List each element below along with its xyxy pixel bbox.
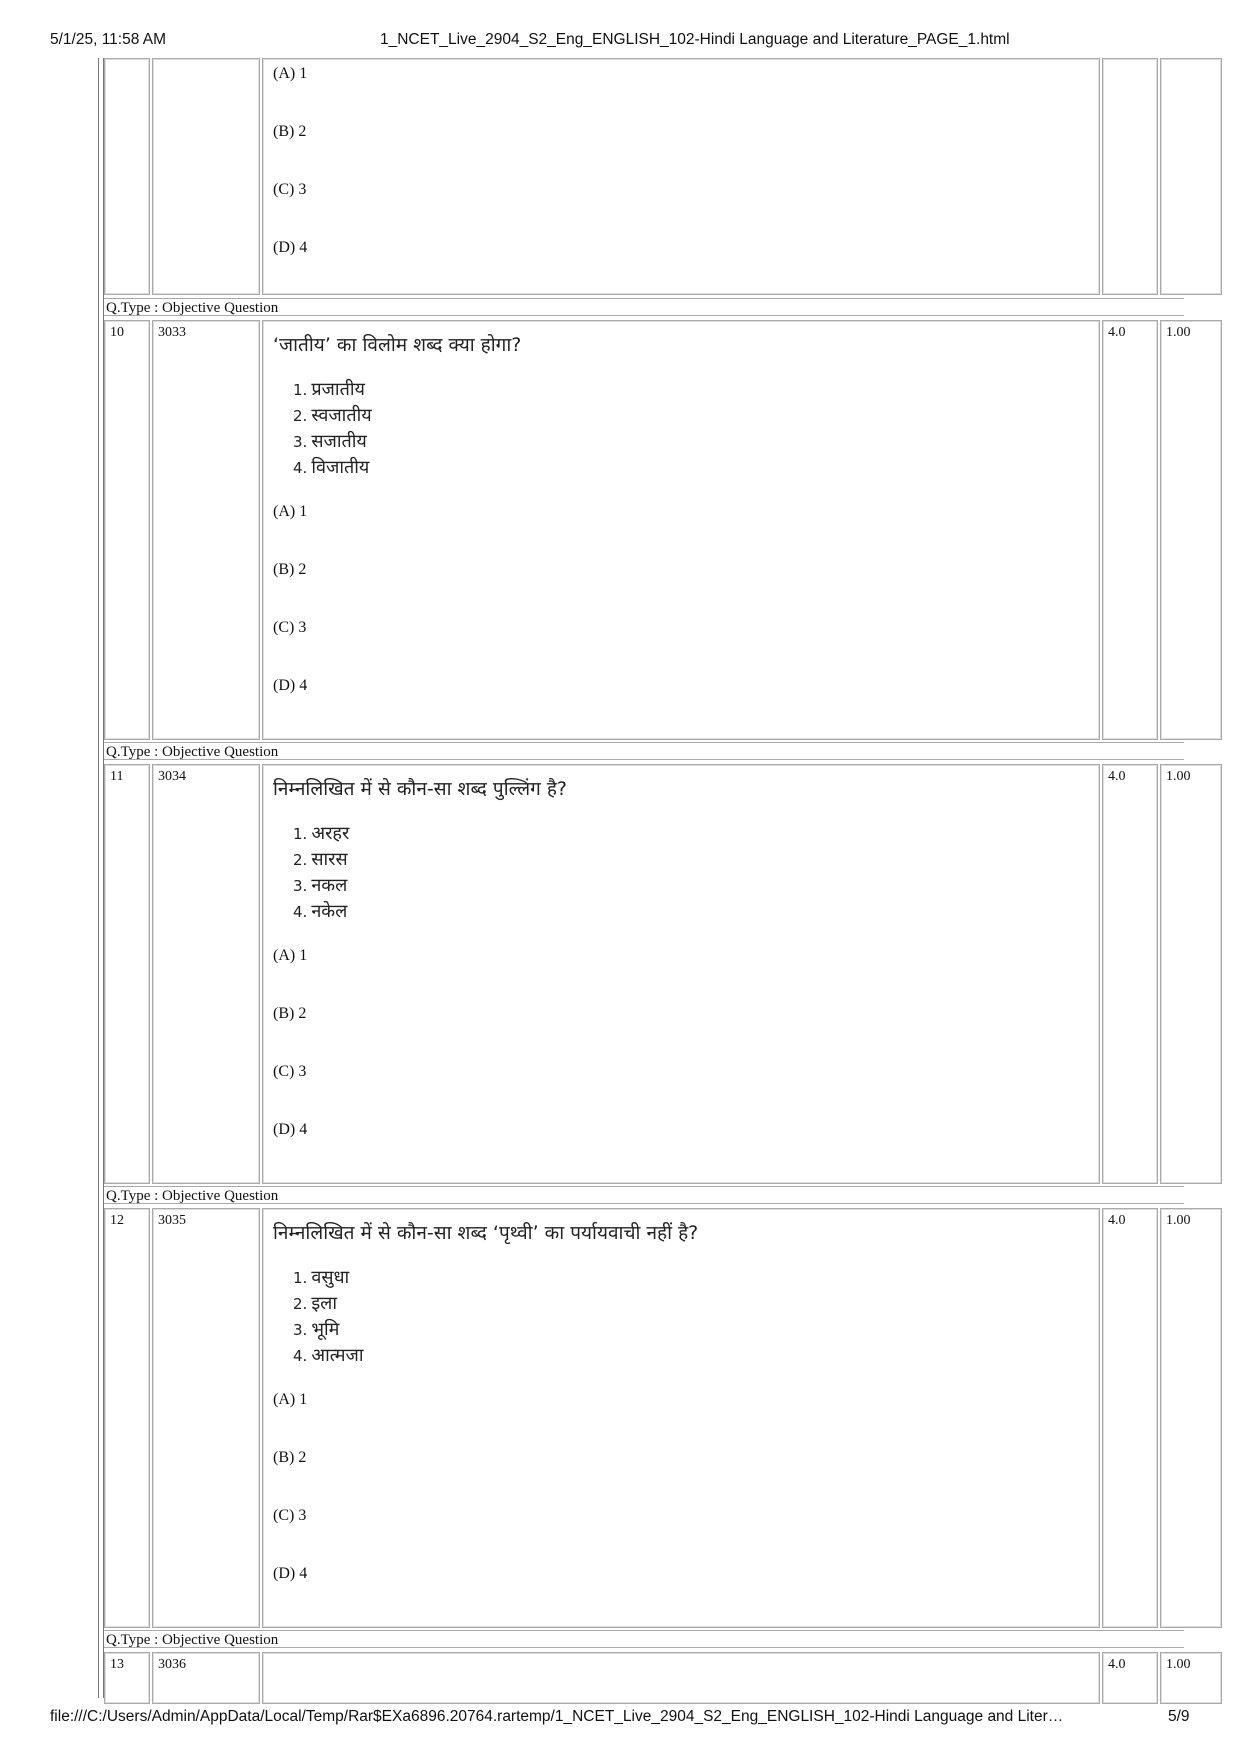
option-b: (B) 2 <box>273 1005 307 1022</box>
question-block <box>104 764 1191 1184</box>
question-text: निम्नलिखित में से कौन-सा शब्द पुल्लिंग है? <box>273 778 568 800</box>
option-d: (D) 4 <box>273 1121 308 1138</box>
marks-value: 4.0 <box>1108 769 1126 784</box>
question-type-label: Q.Type : Objective Question <box>104 298 1184 316</box>
choice-item: 2. स्वजातीय <box>293 405 372 426</box>
option-a: (A) 1 <box>273 947 308 964</box>
question-id-cell <box>152 58 260 295</box>
choice-item: 4. विजातीय <box>293 457 370 478</box>
document-title: 1_NCET_Live_2904_S2_Eng_ENGLISH_102-Hindi Language and Literature_PAGE_1.html <box>380 31 1010 48</box>
question-cell <box>262 764 1100 1184</box>
negative-marks-cell <box>1160 764 1222 1184</box>
negative-marks-value: 1.00 <box>1166 325 1191 340</box>
print-datetime: 5/1/25, 11:58 AM <box>50 31 167 48</box>
question-block-previous <box>104 58 1184 295</box>
choice-item: 2. सारस <box>293 849 348 870</box>
question-number: 12 <box>110 1213 124 1228</box>
option-a: (A) 1 <box>273 1391 308 1408</box>
numbered-choices <box>293 821 349 925</box>
question-number-cell <box>104 320 150 740</box>
question-cell <box>262 1652 1100 1704</box>
marks-cell <box>1102 1208 1158 1628</box>
option-d: (D) 4 <box>273 1565 308 1582</box>
choice-item: 3. भूमि <box>293 1319 340 1340</box>
option-c: (C) 3 <box>273 619 307 636</box>
choice-item: 1. वसुधा <box>293 1267 350 1288</box>
choice-item: 4. नकेल <box>293 901 348 922</box>
question-type-label: Q.Type : Objective Question <box>104 1630 1184 1648</box>
numbered-choices <box>293 1265 364 1369</box>
marks-cell <box>1102 320 1158 740</box>
option-d: (D) 4 <box>273 239 308 256</box>
question-id: 3034 <box>158 769 186 784</box>
option-a: (A) 1 <box>273 503 308 520</box>
choice-item: 4. आत्मजा <box>293 1345 364 1366</box>
negative-marks-cell <box>1160 58 1222 295</box>
choice-item: 1. अरहर <box>293 823 350 844</box>
question-number-cell <box>104 764 150 1184</box>
negative-marks-cell <box>1160 1208 1222 1628</box>
option-c: (C) 3 <box>273 1507 307 1524</box>
option-d: (D) 4 <box>273 677 308 694</box>
question-id-cell <box>152 320 260 740</box>
question-id: 3036 <box>158 1657 186 1672</box>
question-cell <box>262 1208 1100 1628</box>
file-path: file:///C:/Users/Admin/AppData/Local/Temp/Rar$EXa6896.20764.rartemp/1_NCET_Live_2904_S2_Eng_ENGLISH_102-Hindi Language and Liter… <box>50 1708 1064 1725</box>
negative-marks-value: 1.00 <box>1166 1213 1191 1228</box>
marks-cell <box>1102 58 1158 295</box>
option-a: (A) 1 <box>273 65 308 82</box>
question-block <box>104 320 1191 740</box>
question-block <box>104 1208 1191 1628</box>
option-b: (B) 2 <box>273 561 307 578</box>
question-id-cell <box>152 764 260 1184</box>
question-id-cell <box>152 1208 260 1628</box>
choice-item: 2. इला <box>293 1293 338 1314</box>
marks-value: 4.0 <box>1108 1213 1126 1228</box>
marks-cell <box>1102 1652 1158 1704</box>
option-c: (C) 3 <box>273 181 307 198</box>
negative-marks-value: 1.00 <box>1166 1657 1191 1672</box>
question-block <box>104 1652 1191 1700</box>
negative-marks-cell <box>1160 1652 1222 1704</box>
question-number: 11 <box>110 769 124 784</box>
page-number: 5/9 <box>1168 1708 1190 1725</box>
choice-item: 1. प्रजातीय <box>293 379 365 400</box>
print-header <box>0 31 1240 53</box>
question-number-cell <box>104 1652 150 1704</box>
option-b: (B) 2 <box>273 1449 307 1466</box>
question-text: निम्नलिखित में से कौन-सा शब्द ‘पृथ्वी’ का पर्यायवाची नहीं है? <box>273 1222 699 1244</box>
negative-marks-cell <box>1160 320 1222 740</box>
question-type-label: Q.Type : Objective Question <box>104 1186 1184 1204</box>
question-number-cell <box>104 58 150 295</box>
choice-item: 3. सजातीय <box>293 431 367 452</box>
question-number-cell <box>104 1208 150 1628</box>
question-cell <box>262 58 1100 295</box>
question-id-cell <box>152 1652 260 1704</box>
numbered-choices <box>293 377 372 481</box>
question-type-label: Q.Type : Objective Question <box>104 742 1184 760</box>
marks-value: 4.0 <box>1108 1657 1126 1672</box>
question-text: ‘जातीय’ का विलोम शब्द क्या होगा? <box>273 334 522 356</box>
question-number: 13 <box>110 1657 124 1672</box>
negative-marks-value: 1.00 <box>1166 769 1191 784</box>
question-id: 3035 <box>158 1213 186 1228</box>
print-footer <box>0 1708 1240 1730</box>
option-c: (C) 3 <box>273 1063 307 1080</box>
question-cell <box>262 320 1100 740</box>
marks-value: 4.0 <box>1108 325 1126 340</box>
marks-cell <box>1102 764 1158 1184</box>
question-id: 3033 <box>158 325 186 340</box>
choice-item: 3. नकल <box>293 875 348 896</box>
option-b: (B) 2 <box>273 123 307 140</box>
question-number: 10 <box>110 325 124 340</box>
